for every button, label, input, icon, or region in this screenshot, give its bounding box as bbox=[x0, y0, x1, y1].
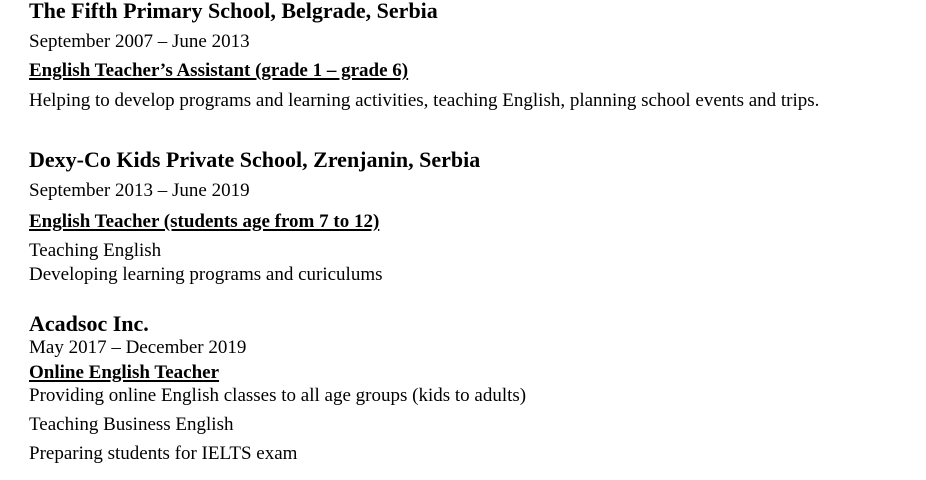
job-title: Online English Teacher bbox=[29, 362, 220, 383]
job-description: Teaching English bbox=[29, 240, 162, 261]
employment-dates: May 2017 – December 2019 bbox=[29, 337, 247, 358]
job-description: Developing learning programs and curiculums bbox=[29, 264, 383, 285]
organization-name: Dexy-Co Kids Private School, Zrenjanin, Serbia bbox=[29, 147, 481, 172]
job-description: Providing online English classes to all age groups (kids to adults) bbox=[29, 385, 527, 406]
job-description: Preparing students for IELTS exam bbox=[29, 443, 298, 464]
job-title: English Teacher (students age from 7 to 12) bbox=[29, 211, 380, 232]
employment-dates: September 2007 – June 2013 bbox=[29, 31, 250, 52]
employment-dates: September 2013 – June 2019 bbox=[29, 180, 250, 201]
job-description: Helping to develop programs and learning activities, teaching English, planning school events and trips. bbox=[29, 90, 820, 111]
job-description: Teaching Business English bbox=[29, 414, 234, 435]
organization-name: Acadsoc Inc. bbox=[29, 311, 149, 336]
organization-name: The Fifth Primary School, Belgrade, Serbia bbox=[29, 0, 438, 23]
job-title: English Teacher’s Assistant (grade 1 – grade 6) bbox=[29, 60, 409, 81]
